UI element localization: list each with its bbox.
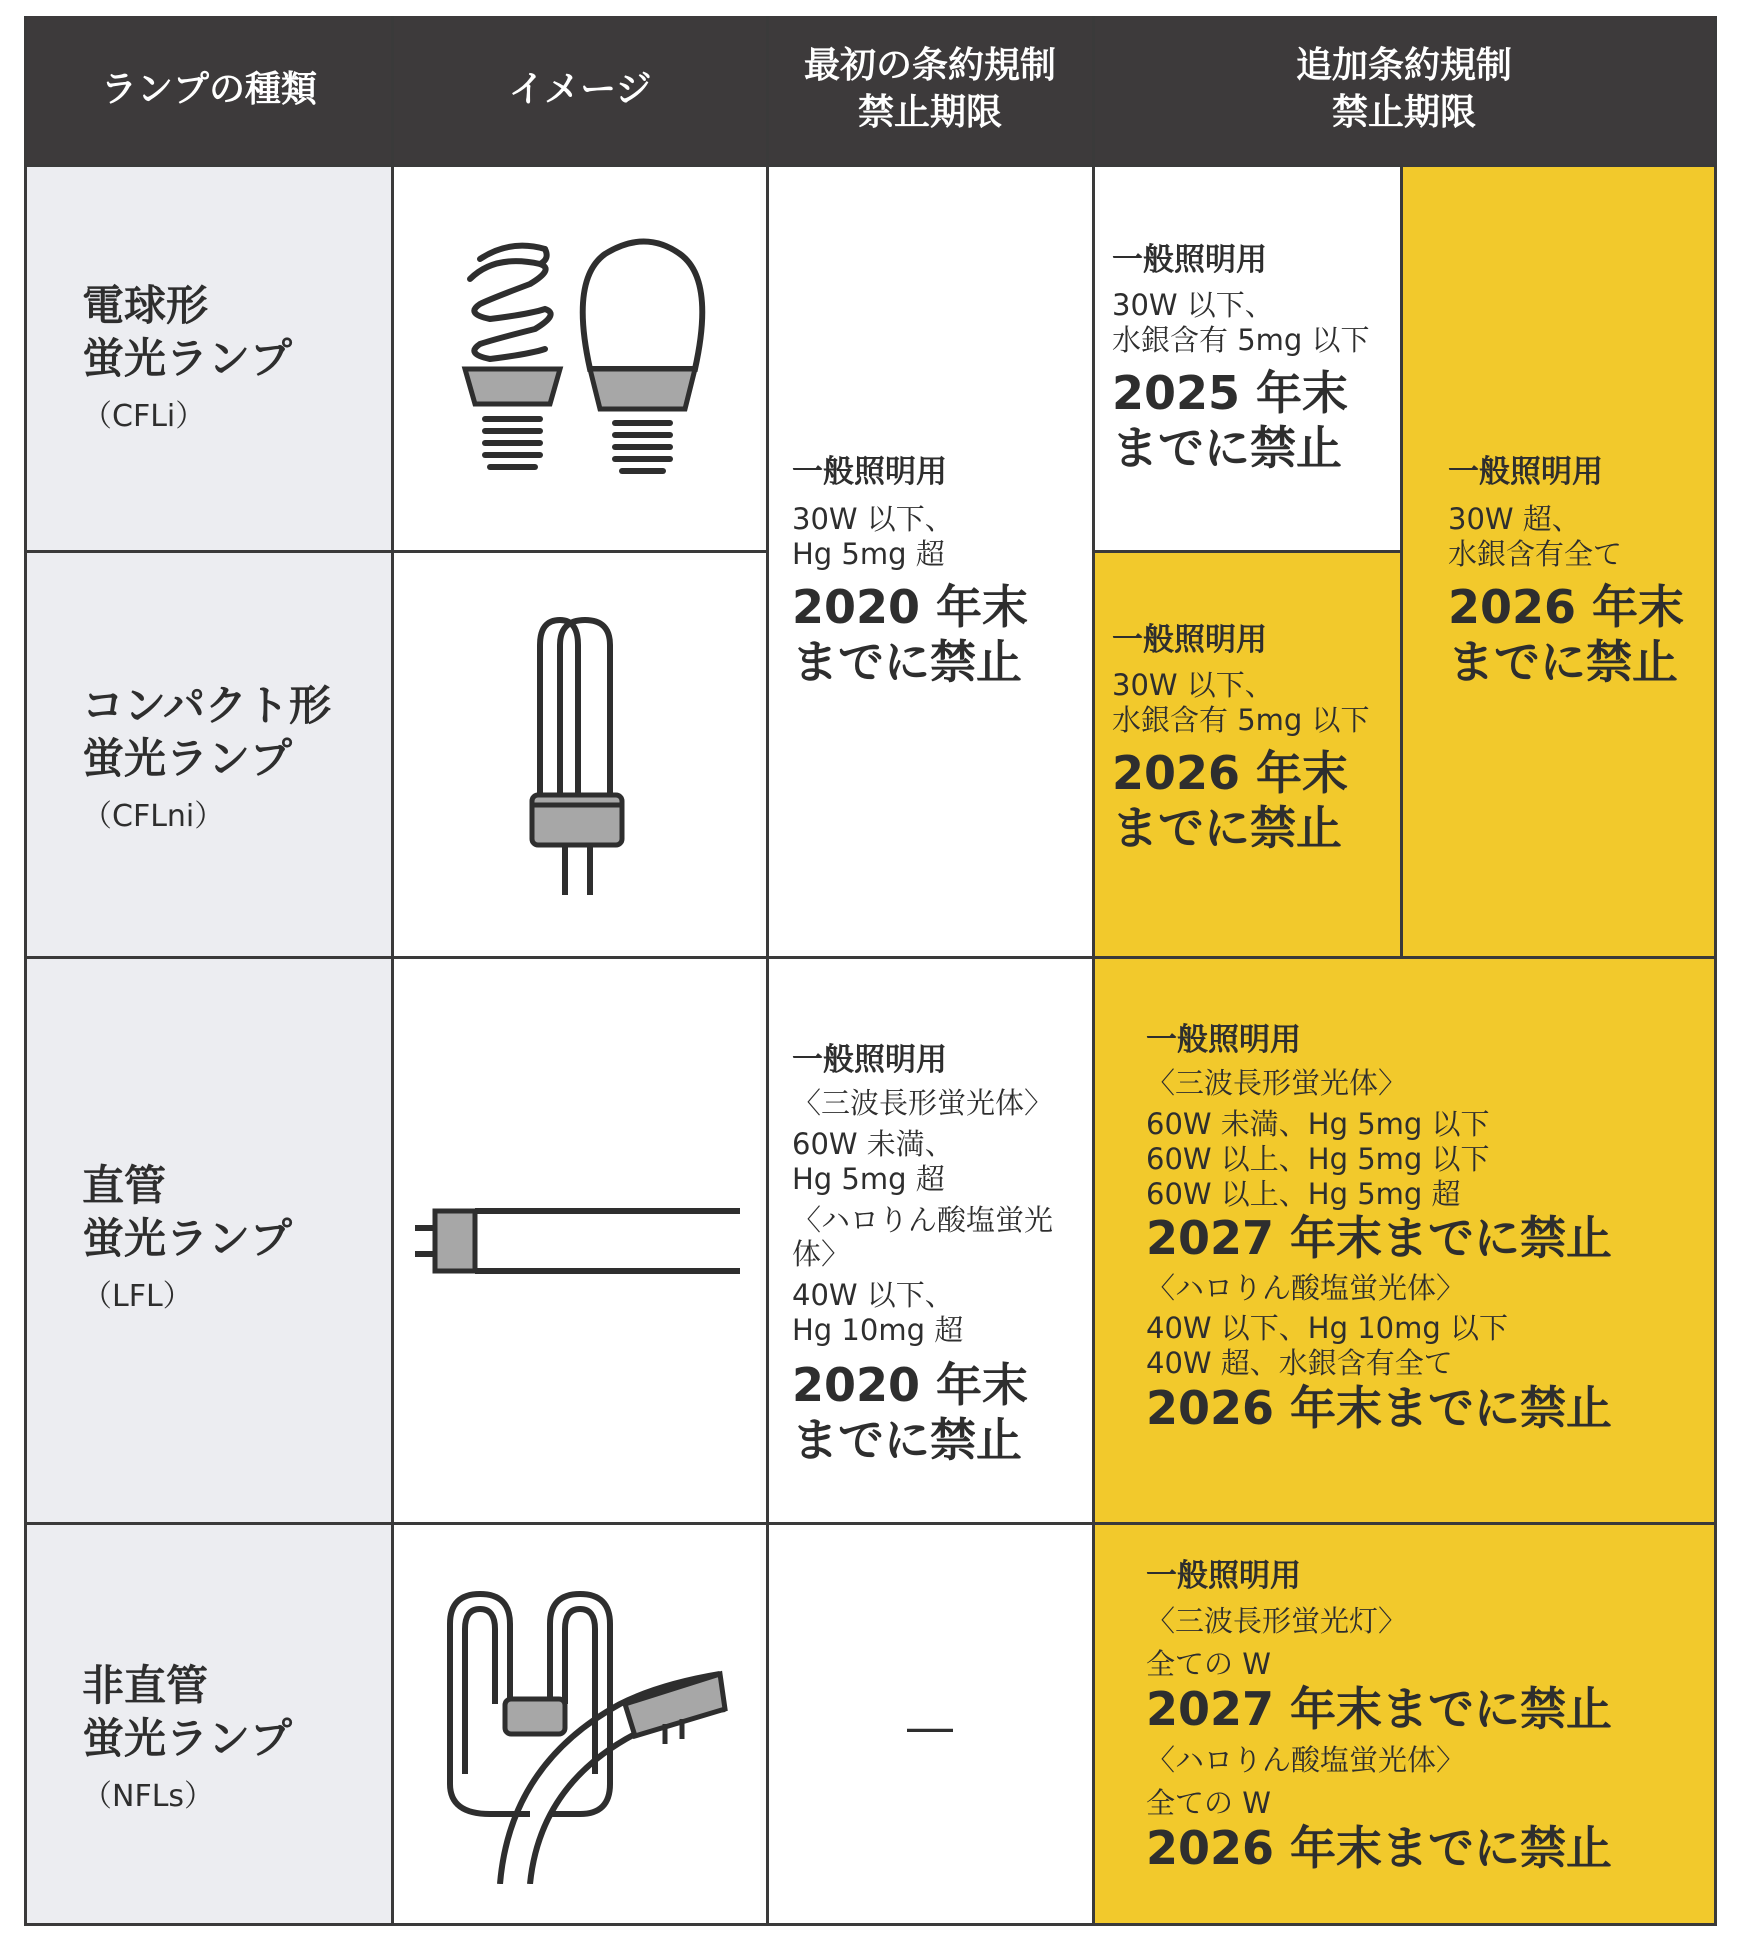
header-lamp-type: ランプの種類	[26, 16, 392, 164]
additional-regulation-cflni	[1112, 620, 1402, 856]
row-name-line2: 蛍光ランプ	[82, 733, 293, 783]
grid-line	[24, 1923, 1717, 1926]
spiral-cfl-bulb-icon	[450, 219, 710, 499]
condition-text: 40W 以下、	[792, 1278, 954, 1313]
first-regulation-lfl	[792, 1040, 1090, 1468]
condition-text: 40W 超、水銀含有全て	[1146, 1346, 1453, 1381]
row-name-line2: 蛍光ランプ	[82, 1713, 293, 1763]
first-regulation-cfl	[792, 452, 1082, 690]
deadline-text: 2026 年末までに禁止	[1146, 1381, 1613, 1436]
category-label: 一般照明用	[1448, 454, 1603, 490]
phosphor-group-label: 〈三波長形蛍光体〉	[1146, 1066, 1408, 1101]
condition-text: 全ての W	[1146, 1647, 1271, 1682]
deadline-text: までに禁止	[792, 635, 1022, 690]
row-code: （LFL）	[82, 1279, 193, 1314]
category-label: 一般照明用	[792, 1042, 947, 1078]
grid-line	[24, 956, 1717, 959]
condition-text: Hg 5mg 超	[792, 1161, 945, 1196]
condition-text: 水銀含有全て	[1448, 537, 1623, 572]
deadline-text: までに禁止	[1448, 635, 1678, 690]
category-label: 一般照明用	[1146, 1558, 1301, 1594]
condition-text: 全ての W	[1146, 1785, 1271, 1820]
row-code: （CFLni）	[82, 799, 225, 834]
phosphor-group-label: 〈三波長形蛍光灯〉	[1146, 1604, 1408, 1639]
condition-text: 60W 未満、	[792, 1127, 954, 1162]
additional-regulation-cfli	[1112, 240, 1402, 476]
row-name-line2: 蛍光ランプ	[82, 1213, 293, 1263]
deadline-text: 2025 年末	[1112, 365, 1349, 420]
condition-text: 30W 以下、	[1112, 288, 1274, 323]
deadline-text: 2026 年末	[1112, 745, 1349, 800]
condition-text: 30W 以下、	[1112, 668, 1274, 703]
category-label: 一般照明用	[1112, 242, 1267, 278]
grid-line	[24, 164, 1717, 167]
row-code: （CFLi）	[82, 399, 206, 434]
compact-fluorescent-lamp-icon	[520, 605, 640, 905]
row-name-line1: 電球形	[82, 281, 209, 330]
grid-line	[1092, 550, 1402, 553]
deadline-text: までに禁止	[1112, 801, 1342, 856]
deadline-text: 2027 年末までに禁止	[1146, 1211, 1613, 1266]
category-label: 一般照明用	[1146, 1022, 1301, 1058]
phosphor-group-label: 〈三波長形蛍光体〉	[792, 1086, 1054, 1121]
condition-text: Hg 10mg 超	[792, 1313, 964, 1348]
phosphor-group-label: 〈ハロりん酸塩蛍光体〉	[1146, 1743, 1466, 1778]
deadline-text: 2026 年末までに禁止	[1146, 1820, 1613, 1875]
row-name-cflni	[82, 680, 331, 835]
condition-text: 40W 以下、Hg 10mg 以下	[1146, 1311, 1509, 1346]
row-name-line1: 非直管	[82, 1661, 209, 1710]
condition-text: 60W 未満、Hg 5mg 以下	[1146, 1107, 1490, 1142]
straight-tube-lamp-icon	[415, 1196, 745, 1286]
additional-regulation-cfl-over30	[1448, 452, 1710, 690]
grid-line	[24, 1522, 1717, 1525]
square-and-circular-lamp-icon	[420, 1564, 740, 1884]
condition-text: 水銀含有 5mg 以下	[1112, 323, 1370, 358]
row-name-cfli	[82, 280, 292, 435]
image-cell-cflni	[394, 553, 766, 956]
condition-text: Hg 5mg 超	[792, 537, 945, 572]
image-cell-cfli	[394, 167, 766, 550]
category-label: 一般照明用	[1112, 622, 1267, 658]
condition-text: 60W 以上、Hg 5mg 以下	[1146, 1141, 1490, 1176]
additional-regulation-nfls	[1146, 1556, 1706, 1876]
no-regulation-dash: ―	[907, 1700, 953, 1754]
row-name-line2: 蛍光ランプ	[82, 333, 293, 383]
deadline-text: 2020 年末	[792, 579, 1029, 634]
image-cell-nfls	[394, 1525, 766, 1923]
row-name-line1: コンパクト形	[82, 681, 332, 730]
grid-line	[1714, 16, 1717, 1926]
header-additional-regulation: 追加条約規制 禁止期限	[1094, 16, 1714, 164]
additional-regulation-lfl	[1146, 1020, 1706, 1436]
row-name-nfls	[82, 1660, 292, 1815]
deadline-text: 2027 年末までに禁止	[1146, 1681, 1613, 1736]
condition-text: 30W 以下、	[792, 502, 954, 537]
grid-line	[766, 16, 769, 1926]
first-regulation-nfls	[768, 1700, 1092, 1755]
row-name-line1: 直管	[82, 1161, 167, 1210]
row-code: （NFLs）	[82, 1779, 215, 1814]
phosphor-group-label: 〈ハロりん酸塩蛍光体〉	[1146, 1270, 1466, 1305]
condition-text: 60W 以上、Hg 5mg 超	[1146, 1176, 1461, 1211]
header-image: イメージ	[394, 16, 766, 164]
deadline-text: までに禁止	[792, 1413, 1022, 1468]
row-name-lfl	[82, 1160, 292, 1315]
category-label: 一般照明用	[792, 454, 947, 490]
deadline-text: 2026 年末	[1448, 579, 1685, 634]
deadline-text: 2020 年末	[792, 1357, 1029, 1412]
grid-line	[24, 16, 27, 1926]
condition-text: 30W 超、	[1448, 502, 1581, 537]
phosphor-group-label: 〈ハロりん酸塩蛍光体〉	[792, 1202, 1054, 1272]
image-cell-lfl	[394, 959, 766, 1522]
header-first-regulation: 最初の条約規制 禁止期限	[768, 16, 1092, 164]
grid-line	[1092, 16, 1095, 1926]
condition-text: 水銀含有 5mg 以下	[1112, 703, 1370, 738]
deadline-text: までに禁止	[1112, 421, 1342, 476]
